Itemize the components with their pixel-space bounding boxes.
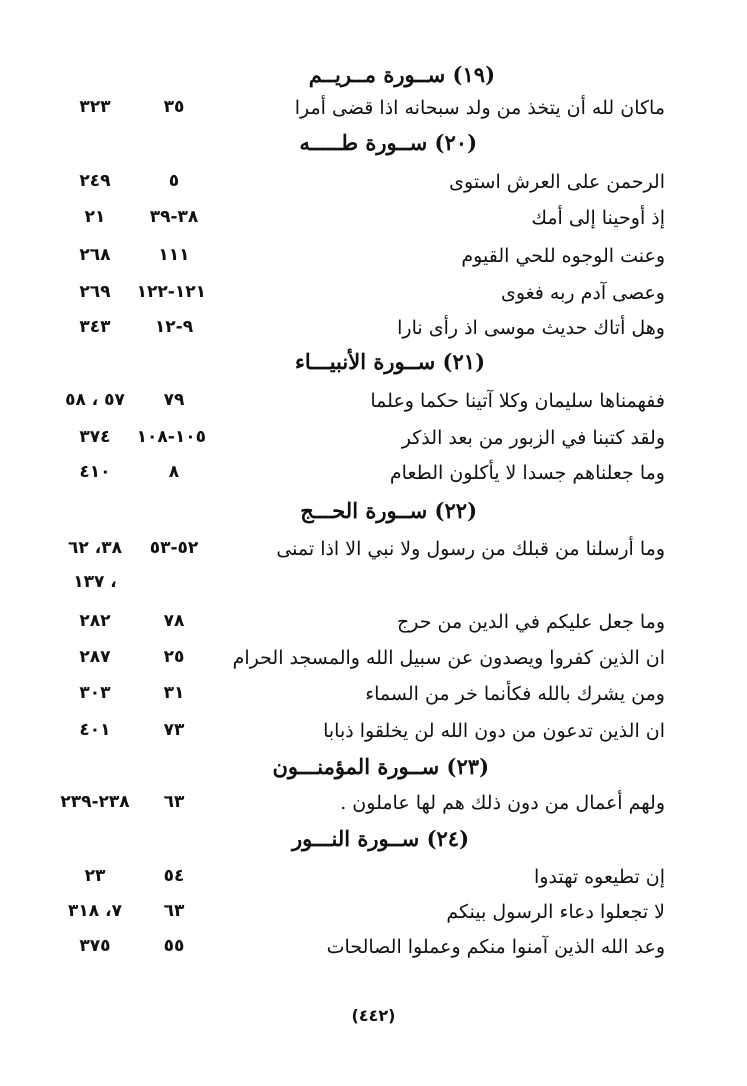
verse-text: وما أرسلنا من قبلك من رسول ولا نبي الا اذا تمنى	[276, 538, 665, 560]
surah-heading-22	[0, 494, 747, 530]
index-row	[0, 714, 747, 750]
ayah-number: ٥٥	[163, 936, 185, 956]
index-row	[0, 532, 747, 568]
verse-text: ماكان لله أن يتخذ من ولد سبحانه اذا قضى أمرا	[294, 97, 665, 119]
verse-text: إذ أوحينا إلى أمك	[531, 207, 665, 229]
verse-text: ولهم أعمال من دون ذلك هم لها عاملون .	[340, 792, 665, 814]
page-reference: ٤٠١	[79, 720, 111, 740]
index-row	[0, 641, 747, 677]
index-row	[0, 239, 747, 275]
page-reference: ٣٧٤	[79, 427, 111, 447]
surah-title: (١٩) ســورة مــريــم	[308, 62, 495, 87]
page-reference: ٢١	[84, 207, 106, 227]
ayah-number: ٨	[168, 462, 180, 482]
surah-title: (٢٤) ســورة النـــور	[292, 826, 469, 851]
index-row	[0, 677, 747, 713]
page-reference: ٢٨٧	[79, 647, 111, 667]
index-row	[0, 201, 747, 237]
ayah-number: ٥٢-٥٣	[149, 538, 199, 558]
ayah-number: ٣٨-٣٩	[149, 207, 199, 227]
verse-text: وهل أتاك حديث موسى اذ رأى نارا	[397, 317, 665, 339]
ayah-number: ١٢١-١٢٢	[136, 282, 206, 302]
page-reference: ٧، ٣١٨	[68, 901, 122, 921]
index-row	[0, 930, 747, 966]
verse-text: ولقد كتبنا في الزبور من بعد الذكر	[401, 427, 665, 449]
verse-text: وعصى آدم ربه فغوى	[500, 282, 665, 304]
verse-text: ففهمناها سليمان وكلا آتينا حكما وعلما	[370, 390, 665, 412]
page-reference: ٢٦٩	[79, 282, 111, 302]
page-reference: ٢٣٨-٢٣٩	[60, 792, 130, 812]
verse-text: الرحمن على العرش استوى	[449, 171, 665, 193]
verse-text: ان الذين تدعون من دون الله لن يخلقوا ذبابا	[323, 720, 665, 742]
verse-text: ومن يشرك بالله فكأنما خر من السماء	[365, 683, 665, 705]
page-reference: ، ١٣٧	[73, 572, 117, 592]
page-reference: ٢٤٩	[79, 171, 111, 191]
surah-title: (٢٠) ســورة طـــــه	[299, 130, 477, 155]
index-row	[0, 165, 747, 201]
verse-text: وما جعل عليكم في الدين من حرج	[396, 611, 665, 633]
page-reference: ٣٠٣	[79, 683, 111, 703]
index-row	[0, 91, 747, 127]
surah-title: (٢١) ســورة الأنبيـــاء	[294, 349, 485, 374]
verse-text: وعد الله الذين آمنوا منكم وعملوا الصالحات	[326, 936, 665, 958]
index-row	[0, 860, 747, 896]
page-reference: ٥٧ ، ٥٨	[65, 390, 125, 410]
index-row	[0, 605, 747, 641]
verse-text: وعنت الوجوه للحي القيوم	[461, 245, 665, 267]
index-row	[0, 456, 747, 492]
page-reference: ٢٦٨	[79, 245, 111, 265]
ayah-number: ٥٤	[163, 866, 185, 886]
page-reference: ٢٨٢	[79, 611, 111, 631]
ayah-number: ٧٩	[163, 390, 185, 410]
page-reference: ٣٢٣	[79, 97, 111, 117]
ayah-number: ٣١	[163, 683, 185, 703]
ayah-number: ٧٨	[163, 611, 185, 631]
verse-text: إن تطيعوه تهتدوا	[533, 866, 665, 888]
surah-heading-23	[0, 750, 747, 786]
ayah-number: ١١١	[158, 245, 190, 265]
page-reference: ٤١٠	[79, 462, 111, 482]
index-row	[0, 384, 747, 420]
ayah-number: ٢٥	[163, 647, 185, 667]
ayah-number: ١٠٥-١٠٨	[136, 427, 206, 447]
index-row	[0, 895, 747, 931]
index-row	[0, 421, 747, 457]
page-reference: ٣٨، ٦٢	[68, 538, 122, 558]
ayah-number: ٦٣	[163, 792, 185, 812]
index-row	[0, 311, 747, 347]
ayah-number: ٣٥	[163, 97, 185, 117]
surah-title: (٢٢) ســورة الحـــج	[300, 498, 477, 523]
ayah-number: ٦٣	[163, 901, 185, 921]
ayah-number: ٩-١٢	[154, 317, 194, 337]
surah-heading-19	[0, 58, 747, 94]
verse-text: ان الذين كفروا ويصدون عن سبيل الله والمسجد الحرام	[232, 647, 665, 669]
surah-heading-21	[0, 345, 747, 381]
verse-text: لا تجعلوا دعاء الرسول بينكم	[446, 901, 665, 923]
index-row	[0, 566, 747, 602]
index-row	[0, 276, 747, 312]
ayah-number: ٥	[168, 171, 180, 191]
surah-heading-20	[0, 126, 747, 162]
surah-title: (٢٣) ســورة المؤمنـــون	[272, 754, 489, 779]
index-row	[0, 786, 747, 822]
page-reference: ٢٣	[84, 866, 106, 886]
page-number: (٤٤٢)	[351, 1006, 396, 1025]
page-reference: ٣٤٣	[79, 317, 111, 337]
page-reference: ٣٧٥	[79, 936, 111, 956]
surah-heading-24	[0, 822, 747, 858]
verse-text: وما جعلناهم جسدا لا يأكلون الطعام	[389, 462, 665, 484]
ayah-number: ٧٣	[163, 720, 185, 740]
